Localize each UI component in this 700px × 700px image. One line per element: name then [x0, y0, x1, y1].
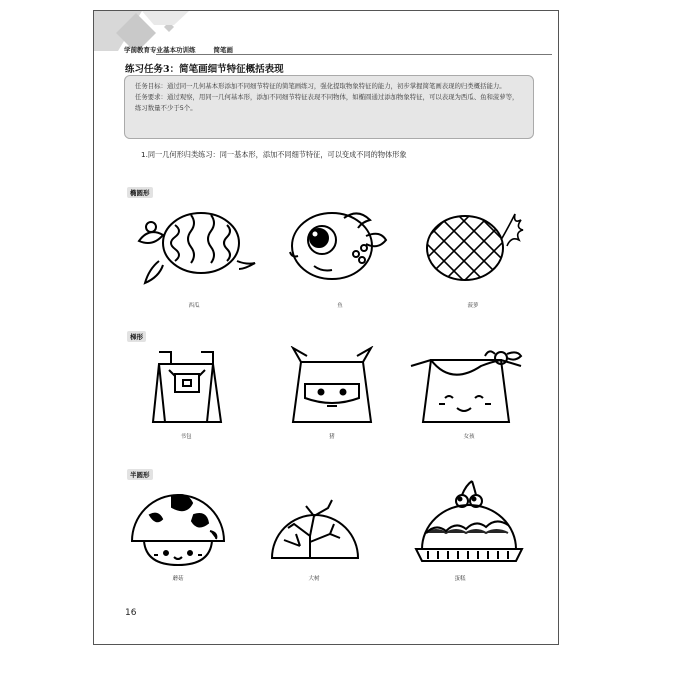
caption-pineapple: 菠萝	[467, 303, 479, 309]
caption-mushroom: 蘑菇	[172, 576, 184, 582]
caption-fish: 鱼	[337, 303, 343, 309]
mushroom-icon	[128, 481, 228, 576]
caption-pig: 猪	[329, 434, 335, 440]
task-requirement: 任务要求：通过观察，用同一几何基本形，添加不同细节特征表现不同物体，如椭圆通过添加物象特征，可以表现为西瓜、鱼和菠萝等，练习数量不少于5个。	[135, 93, 519, 112]
task-goal: 任务目标：通过同一几何基本形添加不同细节特征的简笔画练习，强化提取物象特征的能力，初步掌握简笔画表现的归类概括能力。	[135, 82, 506, 90]
task-box	[124, 75, 534, 139]
caption-watermelon: 西瓜	[188, 303, 200, 309]
instruction-text: 1.同一几何形归类练习：同一基本形，添加不同细节特征，可以变成不同的物体形象	[141, 150, 407, 159]
watermelon-icon	[129, 203, 259, 293]
cake-icon	[414, 471, 524, 566]
page-number: 16	[125, 608, 137, 618]
caption-girl: 女孩	[463, 434, 475, 440]
fish-icon	[284, 206, 394, 291]
tree-icon	[270, 486, 360, 566]
pig-icon	[287, 346, 377, 426]
pineapple-icon	[419, 206, 529, 291]
header-divider	[156, 54, 552, 55]
textbook-page	[93, 10, 559, 645]
caption-tree: 大树	[308, 576, 320, 582]
running-header	[124, 45, 233, 54]
section-name: 简笔画	[213, 46, 233, 54]
task-title: 练习任务3：简笔画细节特征概括表现	[125, 64, 284, 75]
section-label-trapezoid: 梯形	[127, 331, 146, 342]
caption-cake: 蛋糕	[454, 576, 466, 582]
section-label-semicircle: 半圆形	[127, 469, 153, 480]
schoolbag-icon	[139, 346, 234, 426]
caption-schoolbag: 书包	[180, 434, 192, 440]
book-title: 学前教育专业基本功训练	[124, 46, 196, 54]
girl-icon	[409, 346, 529, 426]
section-label-ellipse: 椭圆形	[127, 187, 153, 198]
